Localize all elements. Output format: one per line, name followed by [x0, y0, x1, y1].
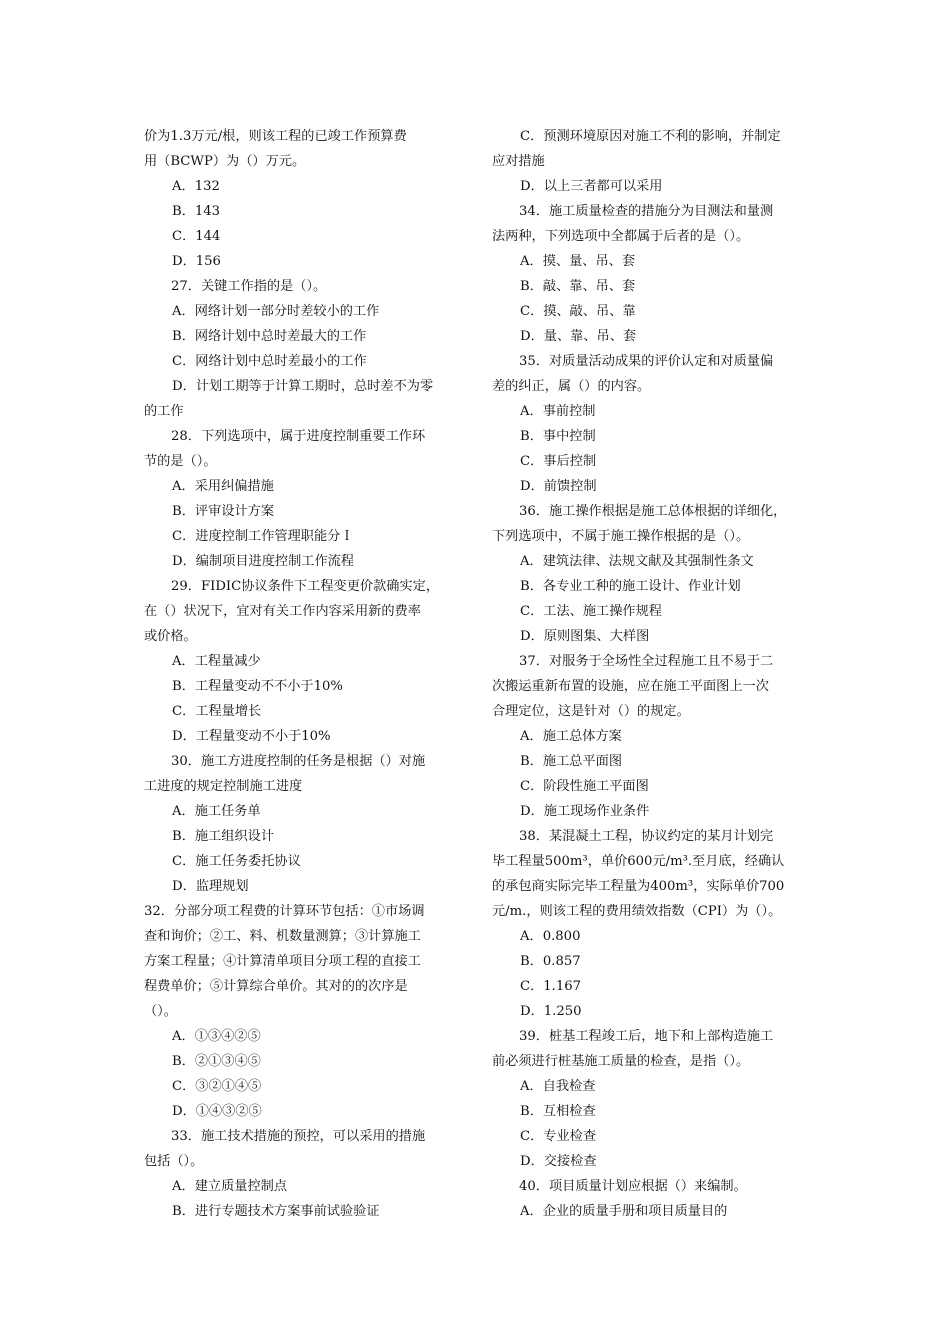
answer-option-line: D．以上三者都可以采用	[520, 179, 663, 194]
answer-option-line: A．施工总体方案	[520, 729, 622, 744]
question-text-line: 27．关键工作指的是（）。	[171, 279, 327, 294]
answer-option-line: B．进行专题技术方案事前试验验证	[172, 1204, 380, 1219]
answer-option-line: B．各专业工种的施工设计、作业计划	[520, 579, 741, 594]
question-text-line: 30．施工方进度控制的任务是根据（）对施	[171, 754, 426, 769]
answer-option-line: A．①③④②⑤	[172, 1029, 261, 1044]
answer-option-line: D．①④③②⑤	[172, 1104, 262, 1119]
answer-option-line: A．事前控制	[520, 404, 596, 419]
question-text-line: 38．某混凝土工程，协议约定的某月计划完	[519, 829, 774, 844]
answer-option-line: D．量、靠、吊、套	[520, 329, 637, 344]
question-text-line: 应对措施	[492, 154, 545, 169]
left-column	[144, 124, 466, 1224]
answer-option-line: B．敲、靠、吊、套	[520, 279, 636, 294]
answer-option-line: C．阶段性施工平面图	[520, 779, 649, 794]
answer-option-line: A．网络计划一部分时差较小的工作	[172, 304, 380, 319]
right-column	[492, 124, 814, 1224]
question-text-line: 40．项目质量计划应根据（）来编制。	[519, 1179, 747, 1194]
answer-option-line: D．交接检查	[520, 1154, 597, 1169]
answer-option-line: A．企业的质量手册和项目质量目的	[520, 1204, 728, 1219]
answer-option-line: C．预测环境原因对施工不利的影响，并制定	[520, 129, 781, 144]
answer-option-line: C．网络计划中总时差最小的工作	[172, 354, 367, 369]
answer-option-line: D．监理规划	[172, 879, 249, 894]
answer-option-line: D．工程量变动不小于10%	[172, 729, 331, 744]
answer-option-line: C．事后控制	[520, 454, 597, 469]
question-text-line: 包括（）。	[144, 1154, 204, 1169]
answer-option-line: D．编制项目进度控制工作流程	[172, 554, 355, 569]
answer-option-line: B．网络计划中总时差最大的工作	[172, 329, 367, 344]
answer-option-line: D．前馈控制	[520, 479, 597, 494]
answer-option-line: D．施工现场作业条件	[520, 804, 650, 819]
question-text-line: 元/m.，则该工程的费用绩效指数（CPI）为（）。	[492, 904, 782, 919]
answer-option-line: B．施工总平面图	[520, 754, 623, 769]
answer-option-line: A．采用纠偏措施	[172, 479, 274, 494]
question-text-line: （）。	[144, 1004, 177, 1019]
answer-option-line: A．0.800	[520, 929, 581, 944]
question-text-line: 查和询价；②工、料、机数量测算；③计算施工	[144, 929, 421, 944]
answer-option-line: D．1.250	[520, 1004, 582, 1019]
question-text-line: 在（）状况下，宜对有关工作内容采用新的费率	[144, 604, 421, 619]
answer-option-line: C．工法、施工操作规程	[520, 604, 662, 619]
question-text-line: 前必须进行桩基施工质量的检查，是指（）。	[492, 1054, 750, 1069]
answer-option-line: A．工程量减少	[172, 654, 261, 669]
answer-option-line: C．专业检查	[520, 1129, 597, 1144]
answer-option-line: B．事中控制	[520, 429, 596, 444]
question-text-line: 毕工程量500m³，单价600元/m³.至月底，经确认	[492, 854, 785, 869]
question-text-line: 36．施工操作根据是施工总体根据的详细化，	[519, 504, 787, 519]
answer-option-line: A．132	[172, 179, 220, 194]
answer-option-line: A．建筑法律、法规文献及其强制性条文	[520, 554, 754, 569]
answer-option-line: C．进度控制工作管理职能分Ｉ	[172, 529, 354, 544]
question-text-line: 或价格。	[144, 629, 197, 644]
question-text-line: 28．下列选项中，属于进度控制重要工作环	[171, 429, 426, 444]
answer-option-line: C．144	[172, 229, 221, 244]
question-text-line: 35．对质量活动成果的评价认定和对质量偏	[519, 354, 774, 369]
answer-option-line: B．工程量变动不不小于10%	[172, 679, 343, 694]
question-text-line: 程费单价；⑤计算综合单价。其对的的次序是	[144, 979, 408, 994]
question-text-line: 方案工程量；④计算清单项目分项工程的直接工	[144, 954, 421, 969]
question-text-line: 差的纠正，属（）的内容。	[492, 379, 651, 394]
question-text-line: 34．施工质量检查的措施分为目测法和量测	[519, 204, 774, 219]
answer-option-line: B．施工组织设计	[172, 829, 275, 844]
answer-option-line: C．施工任务委托协议	[172, 854, 301, 869]
answer-option-line: B．互相检查	[520, 1104, 596, 1119]
answer-option-line: A．摸、量、吊、套	[520, 254, 636, 269]
answer-option-line: D．计划工期等于计算工期时，总时差不为零	[172, 379, 434, 394]
question-text-line: 39．桩基工程竣工后，地下和上部构造施工	[519, 1029, 774, 1044]
answer-option-line: B．②①③④⑤	[172, 1054, 261, 1069]
answer-option-line: B．评审设计方案	[172, 504, 275, 519]
answer-option-line: D．156	[172, 254, 221, 269]
answer-option-line: B．0.857	[520, 954, 581, 969]
answer-option-line: C．摸、敲、吊、靠	[520, 304, 636, 319]
question-text-line: 工进度的规定控制施工进度	[144, 779, 303, 794]
answer-option-line: A．施工任务单	[172, 804, 261, 819]
answer-option-line: C．1.167	[520, 979, 582, 994]
question-text-line: 29．FIDIC协议条件下工程变更价款确实定，	[171, 579, 440, 594]
question-text-line: 的承包商实际完毕工程量为400m³，实际单价700	[492, 879, 785, 894]
answer-option-line: B．143	[172, 204, 221, 219]
question-text-line: 用（BCWP）为（）万元。	[144, 154, 306, 169]
question-text-line: 37．对服务于全场性全过程施工且不易于二	[519, 654, 774, 669]
answer-option-line: A．建立质量控制点	[172, 1179, 288, 1194]
question-text-line: 合理定位，这是针对（）的规定。	[492, 704, 690, 719]
answer-option-line: C．③②①④⑤	[172, 1079, 262, 1094]
answer-option-line: D．原则图集、大样图	[520, 629, 650, 644]
question-text-line: 的工作	[144, 404, 184, 419]
question-text-line: 法两种，下列选项中全都属于后者的是（）。	[492, 229, 750, 244]
answer-option-line: C．工程量增长	[172, 704, 262, 719]
answer-option-line: A．自我检查	[520, 1079, 596, 1094]
question-text-line: 次搬运重新布置的设施，应在施工平面图上一次	[492, 679, 769, 694]
question-text-line: 下列选项中，不属于施工操作根据的是（）。	[492, 529, 750, 544]
question-text-line: 32．分部分项工程费的计算环节包括：①市场调	[144, 904, 425, 919]
question-text-line: 33．施工技术措施的预控，可以采用的措施	[171, 1129, 426, 1144]
question-text-line: 节的是（）。	[144, 454, 217, 469]
question-text-line: 价为1.3万元/根，则该工程的已竣工作预算费	[144, 129, 407, 144]
